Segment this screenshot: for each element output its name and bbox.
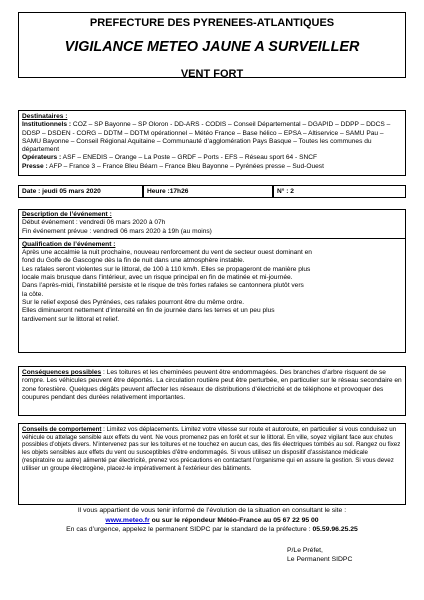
advice-box <box>18 423 406 505</box>
event-end: Fin événement prévue : vendredi 06 mars 2020 à 19h (au moins) <box>22 227 212 235</box>
qualification-line: locale mais brusque dans l’intérieur, avec un risque principal en fin de matinée et mi-journée. <box>22 274 293 282</box>
signature-line1: P/Le Préfet, <box>287 547 323 554</box>
qualification-line: la côte. <box>22 290 44 298</box>
footer-info-line: Il vous appartient de vous tenir informé de l’évolution de la situation en consultant le site : <box>77 507 347 514</box>
date-cell: Date : jeudi 05 mars 2020 <box>18 185 143 198</box>
footer-contact-line: www.meteo.fr ou sur le répondeur Météo-France au 05 67 22 95 00 <box>105 516 319 524</box>
qualification-line: tardivement sur le littoral et relief. <box>22 315 120 323</box>
event-box <box>18 209 406 353</box>
footer <box>18 506 406 535</box>
event-description-title: Description de l’événement : <box>22 211 112 218</box>
qualification-line: Les rafales seront violentes sur le littoral, de 100 à 110 km/h. Elles se propageront de manière plus <box>22 265 311 273</box>
footer-emergency-line: En cas d’urgence, appelez le permanent SIDPC par le standard de la préfecture : 05.59.96.25.25 <box>66 526 358 533</box>
number-cell: N° : 2 <box>273 185 406 198</box>
institutional-recipients: Institutionnels : COZ – SP Bayonne – SP Oloron - DD-ARS - CODIS – Conseil Départemental – DGAPID – DDPP – DDCS – DDSP – DSDEN - CORG – DDTM – DDTM opérationnel – Météo France – Base hélico – EPSA – Altiservice – SAMU Pau – SAMU Bayonne – Conseil Régional Aquitaine – Communauté d’agglomération Pays Basque – Toutes les communes du département <box>22 121 391 154</box>
header-box <box>18 12 406 78</box>
qualification-line: Dans l’après-midi, l’instabilité persiste et le risque de très fortes rafales se cantonnera plutôt vers <box>22 282 304 290</box>
qualification-title: Qualification de l’événement : <box>22 240 116 248</box>
operators-recipients: Opérateurs : ASF – ENEDIS – Orange – La Poste – GRDF – Ports - EFS – Réseau sport 64 - SNCF <box>22 154 318 162</box>
recipients-box <box>18 110 406 176</box>
time-cell: Heure :17h26 <box>143 185 273 198</box>
press-recipients: Presse : AFP – France 3 – France Bleu Béarn – France Bleu Bayonne – Pyrénées presse – Sud-Ouest <box>22 162 324 170</box>
qualification-line: fond du Golfe de Gascogne dès la fin de nuit dans une atmosphère instable. <box>22 257 245 265</box>
recipients-label: Destinataires : <box>22 113 68 120</box>
emergency-phone: 05.59.96.25.25 <box>312 526 358 533</box>
section-divider <box>19 238 405 239</box>
consequences-text: Conséquences possibles : Les toitures et les cheminées peuvent être endommagées. Des branches d’arbre risquent de se rompre. Les véhicules peuvent être déportés. La circulation routière peut être perturbée, en particulier sur le réseau secondaire en zone forestière. Quelques dégâts peuvent affecter les réseaux de distributions d’électricité et de téléphone et provoquer des coupures pendant des durées relativement importantes. <box>22 369 402 401</box>
qualification-line: Après une accalmie la nuit prochaine, nouveau renforcement du vent de secteur ouest dominant en <box>22 249 312 257</box>
prefecture-title: PREFECTURE DES PYRENEES-ATLANTIQUES <box>89 17 335 29</box>
qualification-line: Elles diminueront nettement d’intensité en fin de journée dans les terres et un peu plus <box>22 307 275 315</box>
event-start: Début événement : vendredi 06 mars 2020 à 07h <box>22 219 166 227</box>
consequences-box <box>18 366 406 416</box>
advice-text: Conseils de comportement : Limitez vos déplacements. Limitez votre vitesse sur route et autoroute, en particulier si vous conduisez un véhicule ou attelage sensible aux effets du vent. Ne vous promenez pas en forêt et sur le littoral. En ville, soyez vigilant face aux chutes possibles d’objets divers. N’intervenez pas sur les toitures et ne touchez en aucun cas, des fils électriques tombés au sol. Rangez ou fixez les objets sensibles aux effets du vent ou susceptibles d’être endommagés. Si vous utilisez un dispositif d’assistance médicale (respiratoire ou autre) alimenté par électricité, prenez vos précautions en contactant l’organisme qui en assure la gestion. Si vous devez utiliser un groupe électrogène, placez-le impérativement à l’extérieur des bâtiments. <box>22 426 401 472</box>
meteo-website-link[interactable]: www.meteo.fr <box>105 516 150 524</box>
vigilance-title: VIGILANCE METEO JAUNE A SURVEILLER <box>64 39 360 55</box>
phenomenon-title: VENT FORT <box>180 68 244 80</box>
signature-line2: Le Permanent SIDPC <box>287 556 353 563</box>
qualification-line: Sur le relief exposé des Pyrénées, ces rafales pourront être du même ordre. <box>22 298 245 306</box>
signature <box>287 546 352 564</box>
